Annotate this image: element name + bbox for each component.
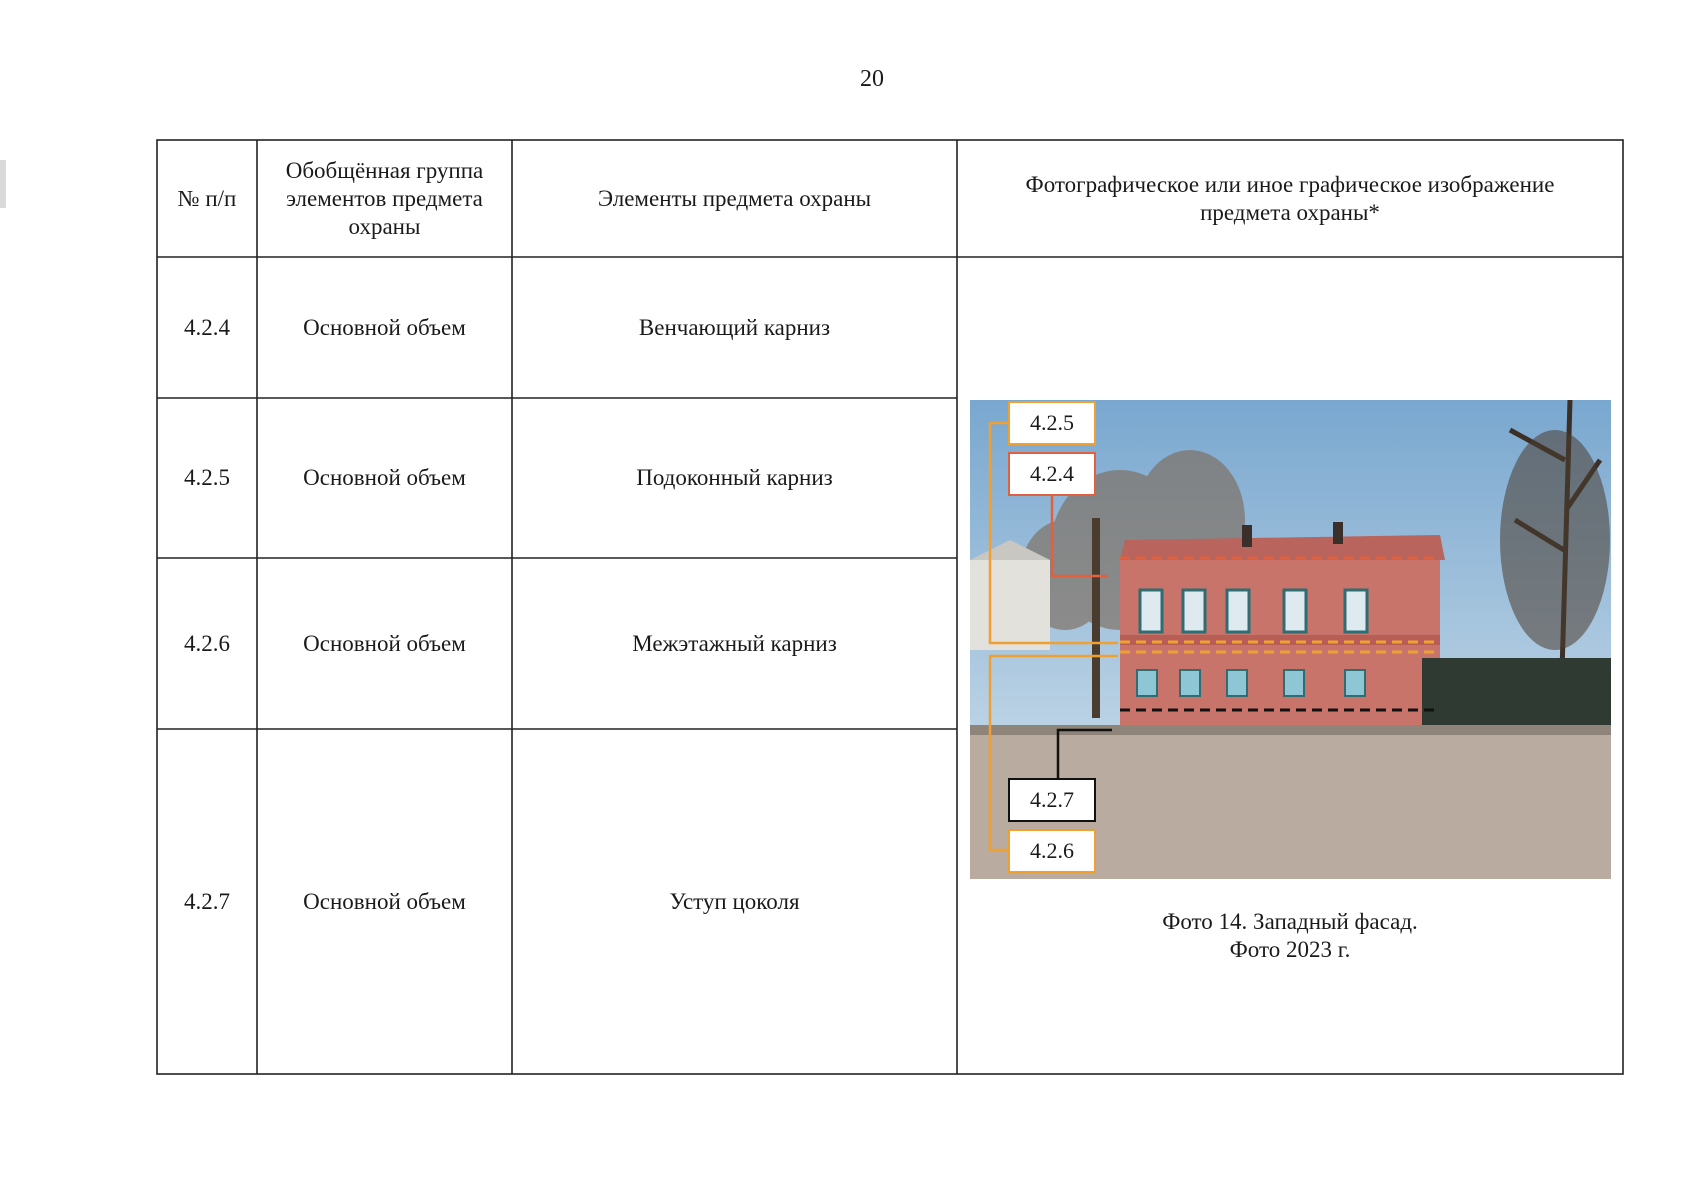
photo-caption-line-2: Фото 2023 г. — [1229, 937, 1351, 962]
callout-4-2-4: 4.2.4 — [1008, 452, 1096, 496]
row-3-group: Основной объем — [303, 630, 466, 656]
row-1-number: 4.2.4 — [184, 314, 230, 340]
page-number: 20 — [860, 66, 884, 92]
row-2-number: 4.2.5 — [184, 465, 230, 490]
photo-caption — [960, 908, 1620, 964]
photo-caption-line-1: Фото 14. Западный фасад. — [1162, 909, 1418, 934]
row-2-group: Основной объем — [303, 465, 466, 490]
header-photo: Фотографическое или иное графическое изображение предмета охраны* — [1025, 171, 1555, 225]
row-4-element: Уступ цоколя — [669, 888, 800, 914]
header-elements: Элементы предмета охраны — [597, 185, 872, 211]
callout-4-2-5: 4.2.5 — [1008, 401, 1096, 445]
header-group: Обобщённая группа элементов предмета охраны — [285, 157, 484, 239]
row-2-element: Подоконный карниз — [636, 465, 833, 490]
row-4-group: Основной объем — [303, 888, 466, 914]
callout-4-2-6: 4.2.6 — [1008, 829, 1096, 873]
row-3-number: 4.2.6 — [184, 630, 230, 656]
header-number: № п/п — [177, 185, 237, 211]
row-1-group: Основной объем — [303, 314, 466, 340]
callout-4-2-7: 4.2.7 — [1008, 778, 1096, 822]
row-1-element: Венчающий карниз — [638, 314, 831, 340]
row-3-element: Межэтажный карниз — [632, 630, 837, 656]
row-4-number: 4.2.7 — [184, 888, 230, 914]
